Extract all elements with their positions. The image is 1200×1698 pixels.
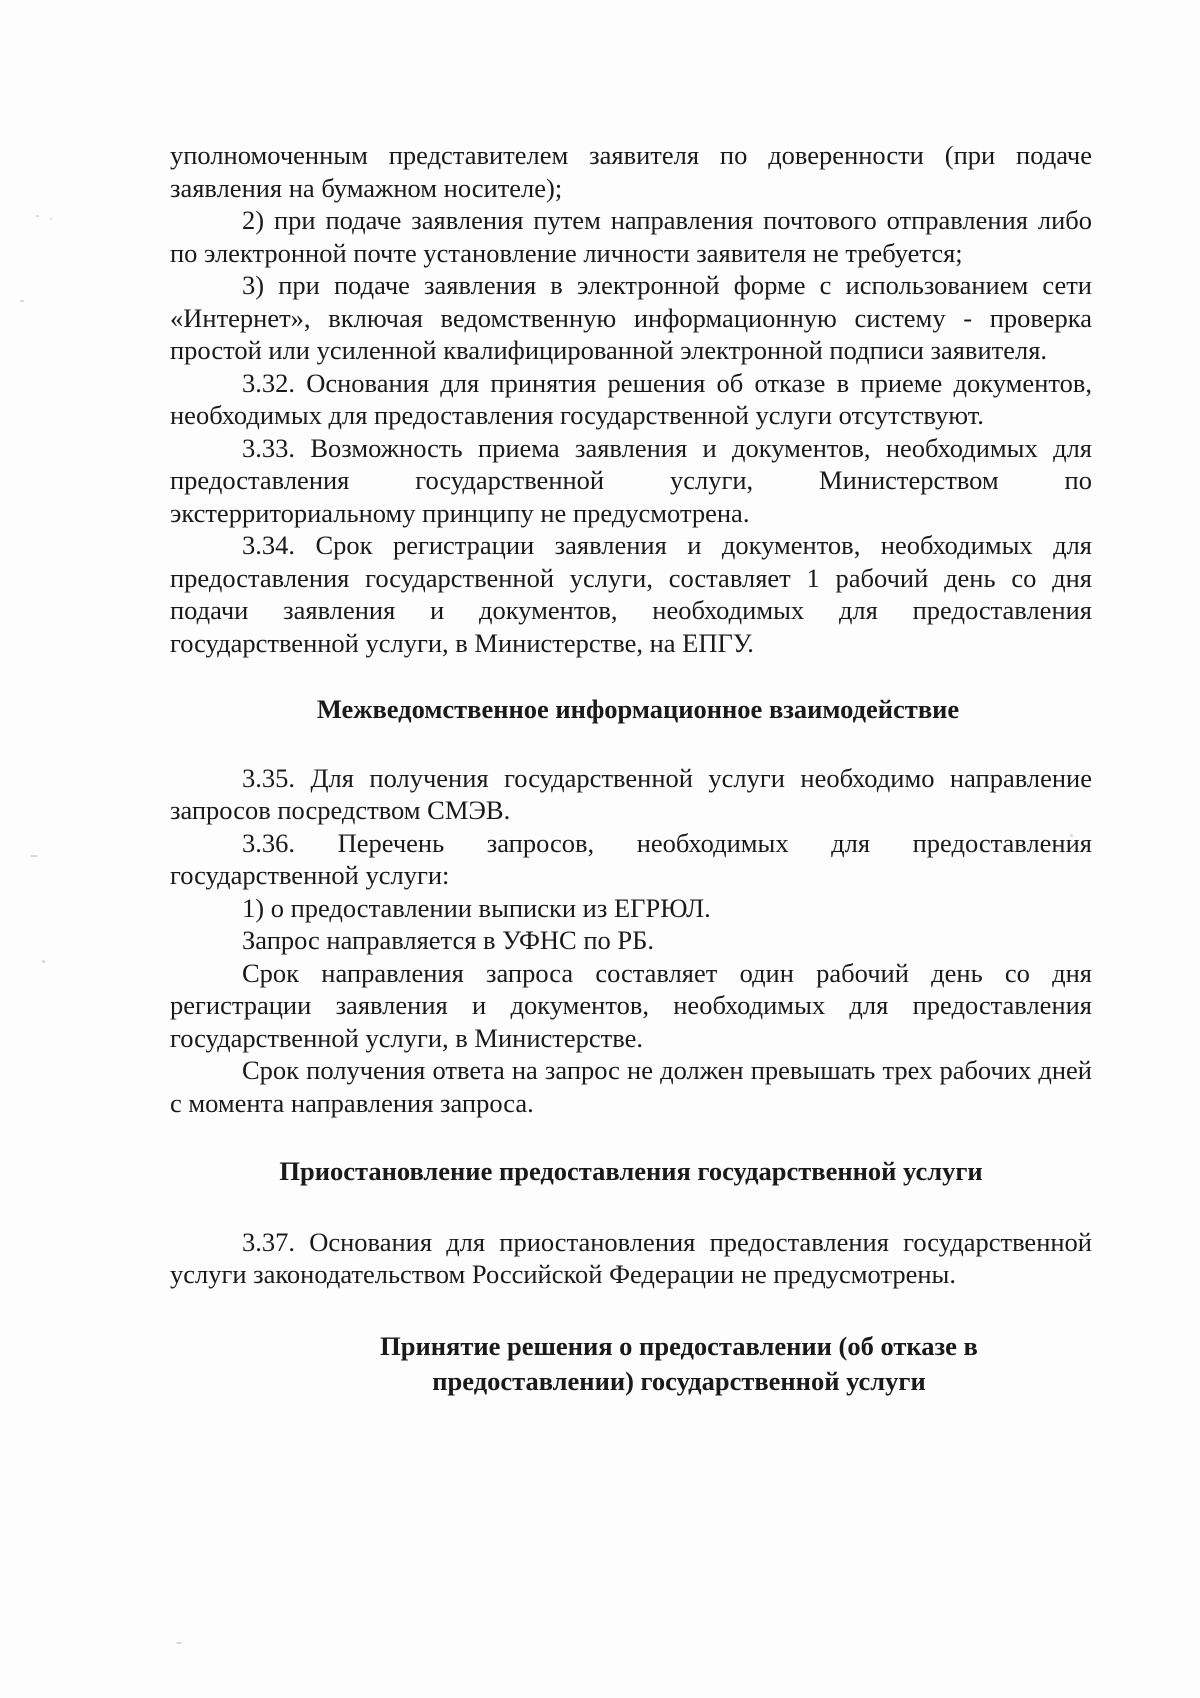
paragraph-request-deadline: Срок направления запроса составляет один рабочий день со дня регистрации заявления и документов, необходимых для предоставления государственной услуги, в Министерстве. bbox=[170, 957, 1092, 1053]
paragraph-3-33: 3.33. Возможность приема заявления и документов, необходимых для предоставления государственной услуги, Министерством по экстерриториальному принципу не предусмотрена. bbox=[170, 432, 1092, 528]
scan-speck bbox=[50, 218, 52, 220]
paragraph-3-35: 3.35. Для получения государственной услуги необходимо направление запросов посредством СМЭВ. bbox=[170, 762, 1092, 825]
scan-speck bbox=[36, 215, 39, 217]
scan-speck bbox=[20, 300, 24, 302]
paragraph-item-3: 3) при подаче заявления в электронной форме с использованием сети «Интернет», включая ведомственную информационную систему - проверка простой или усиленной квалифицированной электронной подписи заявителя. bbox=[170, 270, 1092, 365]
section-heading-decision bbox=[170, 1329, 1092, 1399]
section-heading-decision-line-1: Принятие решения о предоставлении (об отказе в bbox=[380, 1330, 978, 1361]
paragraph-3-36: 3.36. Перечень запросов, необходимых для предоставления государственной услуги: bbox=[170, 827, 1092, 890]
paragraph-list-item-1: 1) о предоставлении выписки из ЕГРЮЛ. bbox=[242, 892, 711, 923]
section-heading-suspension: Приостановление предоставления государственной услуги bbox=[279, 1156, 983, 1186]
scan-speck bbox=[42, 960, 45, 963]
document-body bbox=[170, 139, 1092, 1399]
section-heading-interagency: Межведомственное информационное взаимодействие bbox=[316, 694, 960, 724]
paragraph-3-32: 3.32. Основания для принятия решения об отказе в приеме документов, необходимых для предоставления государственной услуги отсутствуют. bbox=[170, 367, 1092, 430]
paragraph-request-recipient: Запрос направляется в УФНС по РБ. bbox=[242, 925, 654, 955]
paragraph-3-37: 3.37. Основания для приостановления предоставления государственной услуги законодательством Российской Федерации не предусмотрены. bbox=[170, 1226, 1092, 1289]
paragraph-item-2: 2) при подаче заявления путем направления почтового отправления либо по электронной почте установление личности заявителя не требуется; bbox=[170, 205, 1092, 268]
scan-speck bbox=[30, 855, 38, 857]
scan-speck bbox=[176, 1642, 182, 1644]
paragraph-3-34: 3.34. Срок регистрации заявления и документов, необходимых для предоставления государственной услуги, составляет 1 рабочий день со дня подачи заявления и документов, необходимых для предоставления государственной услуги, в Министерстве, на ЕПГУ. bbox=[170, 530, 1092, 658]
paragraph-continuation: уполномоченным представителем заявителя по доверенности (при подаче заявления на бумажном носителе); bbox=[170, 140, 1092, 203]
section-heading-decision-line-2: предоставлении) государственной услуги bbox=[432, 1365, 926, 1396]
paragraph-response-deadline: Срок получения ответа на запрос не должен превышать трех рабочих дней с момента направления запроса. bbox=[170, 1055, 1092, 1118]
